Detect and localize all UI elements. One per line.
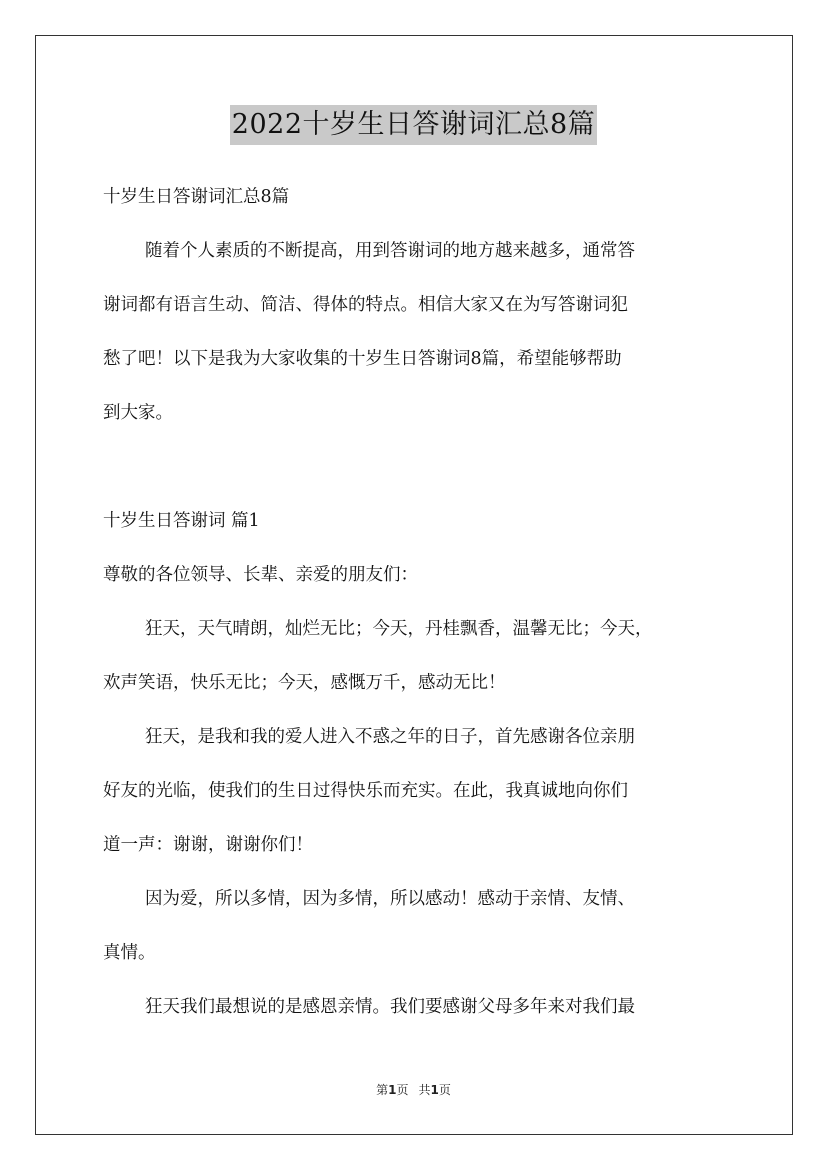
document-title-text: 2022十岁生日答谢词汇总8篇	[230, 105, 597, 145]
paragraph-1-line-2: 欢声笑语，快乐无比；今天，感慨万千，感动无比！	[103, 673, 506, 693]
paragraph-2-line-2: 好友的光临，使我们的生日过得快乐而充实。在此，我真诚地向你们	[103, 781, 628, 801]
intro-line-4: 到大家。	[103, 403, 173, 423]
intro-line-2: 谢词都有语言生动、简洁、得体的特点。相信大家又在为写答谢词犯	[103, 295, 628, 315]
document-body	[103, 170, 733, 1034]
page-number: 1	[388, 1083, 397, 1097]
paragraph-3-line-1: 因为爱，所以多情，因为多情，所以感动！感动于亲情、友情、	[145, 889, 635, 909]
paragraph-2-line-3: 道一声：谢谢，谢谢你们！	[103, 835, 313, 855]
page-footer	[0, 1081, 827, 1098]
blank-line	[103, 440, 733, 494]
intro-line-3: 愁了吧！以下是我为大家收集的十岁生日答谢词8篇，希望能够帮助	[103, 349, 622, 369]
intro-line-1: 随着个人素质的不断提高，用到答谢词的地方越来越多，通常答	[145, 241, 635, 261]
total-label-suffix: 页	[438, 1083, 451, 1097]
page-label-prefix: 第	[376, 1083, 389, 1097]
page-label-suffix: 页	[396, 1083, 409, 1097]
paragraph-3-line-2: 真情。	[103, 943, 156, 963]
total-pages: 1	[430, 1083, 439, 1097]
section-heading: 十岁生日答谢词 篇1	[103, 511, 260, 531]
paragraph-2-line-1: 狂天，是我和我的爱人进入不惑之年的日子，首先感谢各位亲朋	[145, 727, 635, 747]
document-title	[0, 103, 827, 145]
salutation-line: 尊敬的各位领导、长辈、亲爱的朋友们：	[103, 565, 418, 585]
subtitle-line: 十岁生日答谢词汇总8篇	[103, 187, 290, 207]
total-label-prefix: 共	[418, 1083, 431, 1097]
paragraph-1-line-1: 狂天，天气晴朗，灿烂无比；今天，丹桂飘香，温馨无比；今天，	[145, 619, 653, 639]
paragraph-4-line-1: 狂天我们最想说的是感恩亲情。我们要感谢父母多年来对我们最	[145, 997, 635, 1017]
